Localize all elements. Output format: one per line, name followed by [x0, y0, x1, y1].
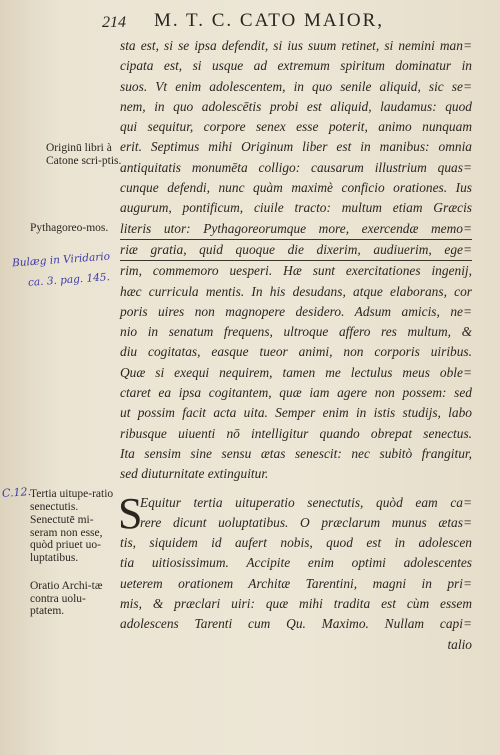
text-line: Quæ si exequi nequirem, tamen me lectulus meus oble= [120, 364, 472, 380]
text-line: ctaret ea ipsa cogitantem, quæ iam agere non possem: sed [120, 385, 472, 401]
running-title: M. T. C. CATO MAIOR, [154, 10, 385, 31]
margin-note-tertia: Tertia uitupe-ratio senectutis. [30, 488, 114, 513]
text-line: nem, in quo adolescētis probi est aliquid, laudamus: quod [120, 98, 472, 114]
text-line: tia uitiosissimum. Accipite enim optimi adolescentes [120, 555, 472, 571]
catchword: talio [447, 636, 472, 652]
text-line: tis, siquidem id aufert nobis, quod est in adolescen [120, 535, 472, 551]
text-line: rere dicunt uoluptatibus. O præclarum munus ætas= [140, 514, 472, 530]
handwritten-note-3: C.12. [1, 485, 32, 500]
text-line: Equitur tertia uituperatio senectutis, quòd eam ca= [140, 494, 472, 510]
margin-note-originum: Originū libri à Catone scri-ptis. [46, 142, 122, 167]
text-line: ueterem orationem Architæ Tarentini, magni in pri= [120, 575, 472, 591]
text-line-underlined: literis utor: Pythagoreorumque more, exercendæ memo= [120, 219, 472, 240]
text-line-underlined: riæ gratia, quid quoque die dixerim, audiuerim, ege= [120, 240, 472, 261]
text-line: hæc curricula mentis. In his desudans, atque elaborans, cor [120, 283, 472, 299]
text-line: cipata est, si usque ad extremum spiritum dominatur in [120, 58, 472, 74]
text-line: nio in senatum frequens, ultroque affero res multum, & [120, 324, 472, 340]
text-line: rim, commemoro uesperi. Hæ sunt exercitationes ingenij, [120, 263, 472, 279]
drop-cap: S [118, 488, 143, 538]
text-line: mis, & præclari uiri: quæ mihi tradita est cùm essem [120, 596, 472, 612]
text-line: qui sequitur, corpore senex esse poterit, animo nunquam [120, 119, 472, 135]
text-line: suos. Vt enim adolescentem, in quo senile aliquid, sic se= [120, 78, 472, 94]
margin-note-senectus: Senectutē mi-seram non esse, quòd priuet uo-luptatibus. [30, 514, 103, 564]
main-text [120, 36, 472, 655]
text-line: ut possim facit acta uita. Semper enim in istis studijs, labo [120, 405, 472, 421]
text-line: sed diuturnitate extinguitur. [120, 466, 269, 482]
text-line: antiquitatis monumēta colligo: causarum illustrium quas= [120, 159, 472, 175]
text-line: diu cogitatas, easque tueor animi, non corporis uiribus. [120, 344, 472, 360]
text-line: poris uires non magnopere desidero. Adsum amicis, ne= [120, 303, 472, 319]
text-line: sta est, si se ipsa defendit, si ius suum retinet, si nemini man= [120, 38, 472, 53]
margin-note-pythagorei: Pythagoreo-mos. [30, 222, 109, 234]
text-line: augurum, pontificum, ciuile tracto: multum etiam Græcis [120, 200, 472, 216]
text-line: erit. Septimus mihi Originum liber est in manibus: omnia [120, 139, 472, 155]
margin-note-oratio: Oratio Archi-tæ contra uolu-ptatem. [30, 580, 103, 617]
text-line: adolescens Tarenti cum Qu. Maximo. Nullam capi= [120, 616, 472, 632]
text-line: cunque defendi, nunc quàm maximè conficio orationes. Ius [120, 180, 472, 196]
paragraph-2 [118, 488, 472, 655]
paragraph-1 [120, 36, 472, 485]
handwritten-note-1: Bulæg in Viridario [11, 250, 111, 270]
handwritten-note-2: ca. 3. pag. 145. [27, 271, 111, 289]
page-number: 214 [102, 14, 126, 31]
text-line: ribusque uiuenti nō intelligitur quando obrepat senectus. [120, 425, 472, 441]
text-line: Ita sensim sine sensu ætas senescit: nec subitò frangitur, [120, 445, 472, 461]
